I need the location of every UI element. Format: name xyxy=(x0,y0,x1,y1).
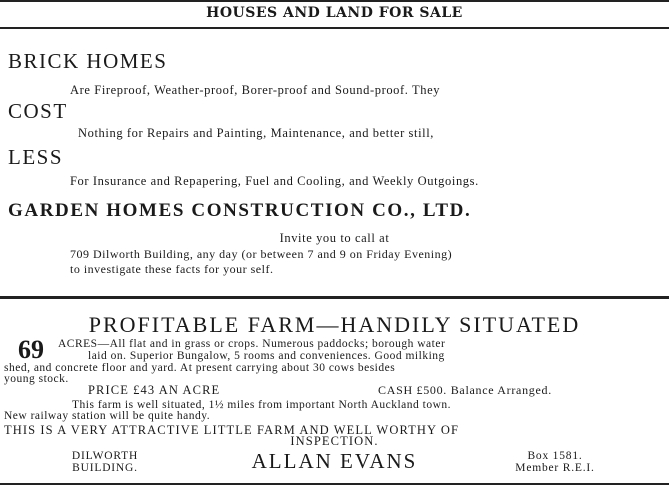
address-line: 709 Dilworth Building, any day (or between 7 and 9 on Friday Evening) xyxy=(70,247,453,261)
ad1-line-1: Are Fireproof, Weather-proof, Borer-proof and Sound-proof. They xyxy=(70,83,441,97)
price-line: PRICE £43 AN ACRE xyxy=(88,383,221,397)
attractive-line-2: INSPECTION. xyxy=(290,434,379,448)
agent-box xyxy=(500,450,610,474)
agent-box-line-2: Member R.E.I. xyxy=(515,462,595,474)
headline-cost: COST xyxy=(8,99,68,123)
farm-ad-title: PROFITABLE FARM—HANDILY SITUATED xyxy=(88,312,581,337)
agent-box-line-1: Box 1581. xyxy=(527,450,583,462)
attractive-line-1: THIS IS A VERY ATTRACTIVE LITTLE FARM AND WELL WORTHY OF xyxy=(4,423,460,437)
header-rule xyxy=(0,27,669,29)
agent-address-line-1: DILWORTH xyxy=(71,450,139,462)
top-rule xyxy=(0,0,669,2)
ad1-line-2: Nothing for Repairs and Painting, Maintenance, and better still, xyxy=(78,126,435,140)
farm-desc-line-3: shed, and concrete floor and yard. At present carrying about 30 cows besides xyxy=(4,362,396,374)
ad1-line-3: For Insurance and Repapering, Fuel and Cooling, and Weekly Outgoings. xyxy=(70,174,479,188)
headline-brick-homes: BRICK HOMES xyxy=(8,49,168,73)
agent-address-line-2: BUILDING. xyxy=(72,462,138,474)
headline-less: LESS xyxy=(8,145,64,169)
agent-name: ALLAN EVANS xyxy=(251,449,418,473)
farm-desc-line-1: ACRES—All flat and in grass or crops. Numerous paddocks; borough water xyxy=(58,338,446,350)
company-name: GARDEN HOMES CONSTRUCTION CO., LTD. xyxy=(8,200,472,221)
section-header: HOUSES AND LAND FOR SALE xyxy=(206,5,463,21)
ad-separator-rule xyxy=(0,296,669,299)
investigate-line: to investigate these facts for your self. xyxy=(70,262,274,276)
situated-line-1: This farm is well situated, 1½ miles from important North Auckland town. xyxy=(72,399,452,411)
farm-desc-line-2: laid on. Superior Bungalow, 5 rooms and conveniences. Good milking xyxy=(88,350,445,362)
invite-line: Invite you to call at xyxy=(279,231,390,245)
bottom-rule xyxy=(0,483,669,485)
situated-line-2: New railway station will be quite handy. xyxy=(4,410,211,422)
cash-line: CASH £500. Balance Arranged. xyxy=(378,383,552,397)
acreage-number: 69 xyxy=(18,335,44,364)
farm-desc-line-4: young stock. xyxy=(4,373,69,385)
